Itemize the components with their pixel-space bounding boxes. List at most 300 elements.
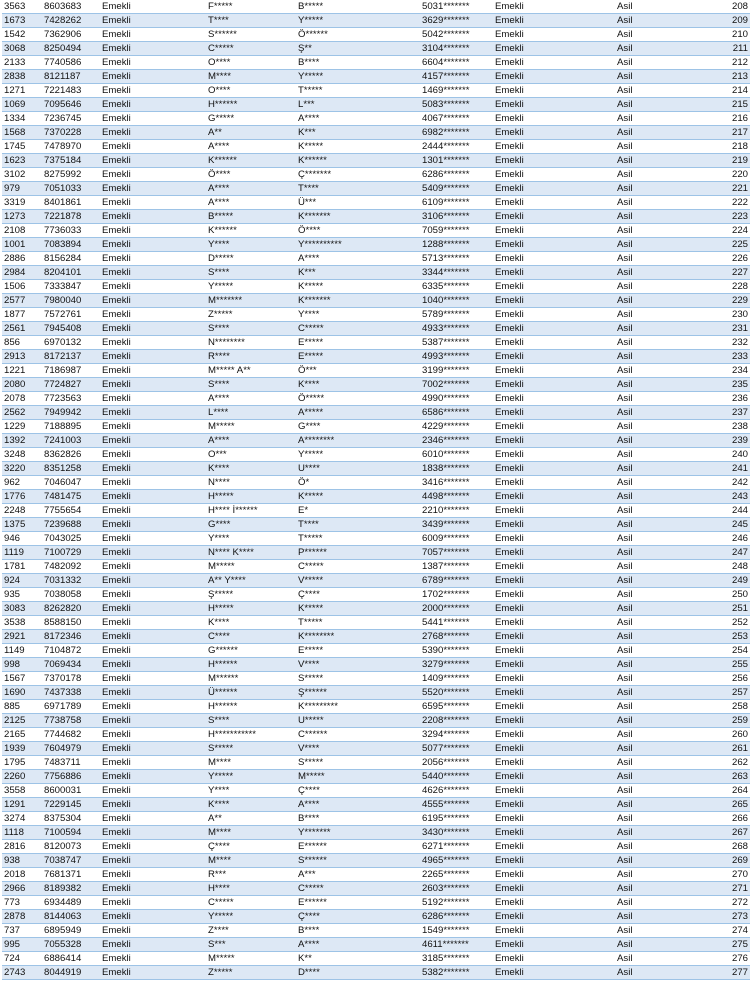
reference-number-cell: 8362826 xyxy=(42,448,100,462)
reference-number-cell: 8044919 xyxy=(42,966,100,980)
category-cell: Emekli xyxy=(493,294,615,308)
national-id-cell: 6586******* xyxy=(420,406,493,420)
national-id-cell: 7057******* xyxy=(420,546,493,560)
national-id-cell: 4933******* xyxy=(420,322,493,336)
first-name-cell: G***** xyxy=(206,112,296,126)
category-cell: Emekli xyxy=(493,574,615,588)
row-id-cell: 2984 xyxy=(2,266,42,280)
last-name-cell: Y********** xyxy=(296,238,420,252)
category-cell: Emekli xyxy=(493,434,615,448)
category-cell: Emekli xyxy=(493,728,615,742)
reference-number-cell: 7604979 xyxy=(42,742,100,756)
row-id-cell: 924 xyxy=(2,574,42,588)
status-cell: Emekli xyxy=(100,518,206,532)
last-name-cell: A**** xyxy=(296,112,420,126)
type-cell: Asil xyxy=(615,840,719,854)
rank-cell: 252 xyxy=(719,616,750,630)
national-id-cell: 1301******* xyxy=(420,154,493,168)
status-cell: Emekli xyxy=(100,840,206,854)
rank-cell: 261 xyxy=(719,742,750,756)
last-name-cell: C***** xyxy=(296,882,420,896)
last-name-cell: A*** xyxy=(296,868,420,882)
first-name-cell: M***** A** xyxy=(206,364,296,378)
row-id-cell: 1119 xyxy=(2,546,42,560)
first-name-cell: G**** xyxy=(206,518,296,532)
first-name-cell: A** xyxy=(206,812,296,826)
reference-number-cell: 7724827 xyxy=(42,378,100,392)
table-row xyxy=(2,56,750,70)
last-name-cell: M***** xyxy=(296,770,420,784)
reference-number-cell: 7038747 xyxy=(42,854,100,868)
reference-number-cell: 7572761 xyxy=(42,308,100,322)
row-id-cell: 3102 xyxy=(2,168,42,182)
last-name-cell: Ç**** xyxy=(296,588,420,602)
row-id-cell: 1506 xyxy=(2,280,42,294)
first-name-cell: M***** xyxy=(206,560,296,574)
reference-number-cell: 7437338 xyxy=(42,686,100,700)
category-cell: Emekli xyxy=(493,952,615,966)
table-row xyxy=(2,0,750,14)
national-id-cell: 4229******* xyxy=(420,420,493,434)
national-id-cell: 2768******* xyxy=(420,630,493,644)
last-name-cell: A**** xyxy=(296,798,420,812)
rank-cell: 264 xyxy=(719,784,750,798)
reference-number-cell: 8588150 xyxy=(42,616,100,630)
type-cell: Asil xyxy=(615,588,719,602)
status-cell: Emekli xyxy=(100,952,206,966)
national-id-cell: 2210******* xyxy=(420,504,493,518)
table-row xyxy=(2,196,750,210)
last-name-cell: K********* xyxy=(296,700,420,714)
rank-cell: 276 xyxy=(719,952,750,966)
last-name-cell: A**** xyxy=(296,938,420,952)
table-row xyxy=(2,504,750,518)
rank-cell: 233 xyxy=(719,350,750,364)
rank-cell: 224 xyxy=(719,224,750,238)
row-id-cell: 1392 xyxy=(2,434,42,448)
type-cell: Asil xyxy=(615,504,719,518)
table-row xyxy=(2,868,750,882)
last-name-cell: Ş** xyxy=(296,42,420,56)
first-name-cell: N**** xyxy=(206,476,296,490)
national-id-cell: 5789******* xyxy=(420,308,493,322)
table-row xyxy=(2,84,750,98)
status-cell: Emekli xyxy=(100,966,206,980)
type-cell: Asil xyxy=(615,546,719,560)
national-id-cell: 5042******* xyxy=(420,28,493,42)
status-cell: Emekli xyxy=(100,616,206,630)
first-name-cell: A** Y**** xyxy=(206,574,296,588)
reference-number-cell: 7755654 xyxy=(42,504,100,518)
category-cell: Emekli xyxy=(493,966,615,980)
row-id-cell: 1745 xyxy=(2,140,42,154)
table-row xyxy=(2,798,750,812)
first-name-cell: Y**** xyxy=(206,532,296,546)
status-cell: Emekli xyxy=(100,112,206,126)
national-id-cell: 6335******* xyxy=(420,280,493,294)
row-id-cell: 1568 xyxy=(2,126,42,140)
table-row xyxy=(2,840,750,854)
row-id-cell: 2816 xyxy=(2,840,42,854)
first-name-cell: K**** xyxy=(206,462,296,476)
national-id-cell: 4555******* xyxy=(420,798,493,812)
reference-number-cell: 7428262 xyxy=(42,14,100,28)
national-id-cell: 3279******* xyxy=(420,658,493,672)
table-row xyxy=(2,602,750,616)
status-cell: Emekli xyxy=(100,294,206,308)
national-id-cell: 1702******* xyxy=(420,588,493,602)
national-id-cell: 6604******* xyxy=(420,56,493,70)
category-cell: Emekli xyxy=(493,882,615,896)
category-cell: Emekli xyxy=(493,518,615,532)
rank-cell: 269 xyxy=(719,854,750,868)
category-cell: Emekli xyxy=(493,756,615,770)
reference-number-cell: 7241003 xyxy=(42,434,100,448)
status-cell: Emekli xyxy=(100,434,206,448)
category-cell: Emekli xyxy=(493,504,615,518)
type-cell: Asil xyxy=(615,532,719,546)
rank-cell: 247 xyxy=(719,546,750,560)
row-id-cell: 1690 xyxy=(2,686,42,700)
last-name-cell: K****** xyxy=(296,154,420,168)
type-cell: Asil xyxy=(615,196,719,210)
status-cell: Emekli xyxy=(100,574,206,588)
type-cell: Asil xyxy=(615,476,719,490)
first-name-cell: M******* xyxy=(206,294,296,308)
reference-number-cell: 7031332 xyxy=(42,574,100,588)
table-row xyxy=(2,154,750,168)
category-cell: Emekli xyxy=(493,532,615,546)
status-cell: Emekli xyxy=(100,252,206,266)
first-name-cell: C***** xyxy=(206,896,296,910)
category-cell: Emekli xyxy=(493,196,615,210)
type-cell: Asil xyxy=(615,98,719,112)
first-name-cell: M****** xyxy=(206,672,296,686)
type-cell: Asil xyxy=(615,252,719,266)
table-row xyxy=(2,896,750,910)
row-id-cell: 1877 xyxy=(2,308,42,322)
status-cell: Emekli xyxy=(100,784,206,798)
last-name-cell: G**** xyxy=(296,420,420,434)
rank-cell: 218 xyxy=(719,140,750,154)
rank-cell: 249 xyxy=(719,574,750,588)
rank-cell: 217 xyxy=(719,126,750,140)
status-cell: Emekli xyxy=(100,742,206,756)
rank-cell: 214 xyxy=(719,84,750,98)
status-cell: Emekli xyxy=(100,854,206,868)
category-cell: Emekli xyxy=(493,854,615,868)
reference-number-cell: 6970132 xyxy=(42,336,100,350)
type-cell: Asil xyxy=(615,84,719,98)
category-cell: Emekli xyxy=(493,364,615,378)
first-name-cell: H****** xyxy=(206,658,296,672)
first-name-cell: K****** xyxy=(206,154,296,168)
rank-cell: 234 xyxy=(719,364,750,378)
row-id-cell: 2913 xyxy=(2,350,42,364)
table-row xyxy=(2,168,750,182)
status-cell: Emekli xyxy=(100,532,206,546)
status-cell: Emekli xyxy=(100,476,206,490)
national-id-cell: 5390******* xyxy=(420,644,493,658)
last-name-cell: P****** xyxy=(296,546,420,560)
first-name-cell: A** xyxy=(206,126,296,140)
status-cell: Emekli xyxy=(100,266,206,280)
category-cell: Emekli xyxy=(493,308,615,322)
category-cell: Emekli xyxy=(493,812,615,826)
category-cell: Emekli xyxy=(493,560,615,574)
results-table xyxy=(2,0,750,980)
rank-cell: 272 xyxy=(719,896,750,910)
type-cell: Asil xyxy=(615,448,719,462)
row-id-cell: 773 xyxy=(2,896,42,910)
type-cell: Asil xyxy=(615,280,719,294)
last-name-cell: K***** xyxy=(296,140,420,154)
rank-cell: 268 xyxy=(719,840,750,854)
status-cell: Emekli xyxy=(100,0,206,14)
table-row xyxy=(2,882,750,896)
status-cell: Emekli xyxy=(100,896,206,910)
status-cell: Emekli xyxy=(100,798,206,812)
status-cell: Emekli xyxy=(100,938,206,952)
category-cell: Emekli xyxy=(493,280,615,294)
row-id-cell: 1149 xyxy=(2,644,42,658)
last-name-cell: T***** xyxy=(296,84,420,98)
last-name-cell: B**** xyxy=(296,812,420,826)
rank-cell: 257 xyxy=(719,686,750,700)
status-cell: Emekli xyxy=(100,672,206,686)
table-row xyxy=(2,672,750,686)
reference-number-cell: 7239688 xyxy=(42,518,100,532)
type-cell: Asil xyxy=(615,658,719,672)
table-row xyxy=(2,126,750,140)
first-name-cell: H***** xyxy=(206,602,296,616)
rank-cell: 251 xyxy=(719,602,750,616)
type-cell: Asil xyxy=(615,322,719,336)
rank-cell: 271 xyxy=(719,882,750,896)
row-id-cell: 3319 xyxy=(2,196,42,210)
rank-cell: 259 xyxy=(719,714,750,728)
row-id-cell: 2080 xyxy=(2,378,42,392)
row-id-cell: 2966 xyxy=(2,882,42,896)
rank-cell: 254 xyxy=(719,644,750,658)
table-row xyxy=(2,854,750,868)
reference-number-cell: 7478970 xyxy=(42,140,100,154)
rank-cell: 266 xyxy=(719,812,750,826)
type-cell: Asil xyxy=(615,630,719,644)
rank-cell: 222 xyxy=(719,196,750,210)
status-cell: Emekli xyxy=(100,686,206,700)
reference-number-cell: 7095646 xyxy=(42,98,100,112)
status-cell: Emekli xyxy=(100,364,206,378)
status-cell: Emekli xyxy=(100,182,206,196)
national-id-cell: 4626******* xyxy=(420,784,493,798)
first-name-cell: Y***** xyxy=(206,770,296,784)
rank-cell: 273 xyxy=(719,910,750,924)
table-row xyxy=(2,280,750,294)
row-id-cell: 1271 xyxy=(2,84,42,98)
status-cell: Emekli xyxy=(100,392,206,406)
table-row xyxy=(2,28,750,42)
status-cell: Emekli xyxy=(100,602,206,616)
category-cell: Emekli xyxy=(493,98,615,112)
category-cell: Emekli xyxy=(493,448,615,462)
rank-cell: 243 xyxy=(719,490,750,504)
table-row xyxy=(2,784,750,798)
rank-cell: 270 xyxy=(719,868,750,882)
table-row xyxy=(2,658,750,672)
last-name-cell: K***** xyxy=(296,490,420,504)
last-name-cell: E****** xyxy=(296,840,420,854)
last-name-cell: Ç**** xyxy=(296,784,420,798)
national-id-cell: 6010******* xyxy=(420,448,493,462)
type-cell: Asil xyxy=(615,714,719,728)
last-name-cell: Ç**** xyxy=(296,910,420,924)
reference-number-cell: 6895949 xyxy=(42,924,100,938)
rank-cell: 237 xyxy=(719,406,750,420)
rank-cell: 216 xyxy=(719,112,750,126)
reference-number-cell: 7038058 xyxy=(42,588,100,602)
national-id-cell: 5409******* xyxy=(420,182,493,196)
last-name-cell: Y******* xyxy=(296,826,420,840)
row-id-cell: 998 xyxy=(2,658,42,672)
national-id-cell: 1409******* xyxy=(420,672,493,686)
category-cell: Emekli xyxy=(493,924,615,938)
status-cell: Emekli xyxy=(100,490,206,504)
category-cell: Emekli xyxy=(493,420,615,434)
rank-cell: 277 xyxy=(719,966,750,980)
type-cell: Asil xyxy=(615,266,719,280)
table-row xyxy=(2,490,750,504)
rank-cell: 210 xyxy=(719,28,750,42)
type-cell: Asil xyxy=(615,378,719,392)
row-id-cell: 2018 xyxy=(2,868,42,882)
last-name-cell: Ö****** xyxy=(296,28,420,42)
status-cell: Emekli xyxy=(100,588,206,602)
status-cell: Emekli xyxy=(100,126,206,140)
first-name-cell: A**** xyxy=(206,392,296,406)
status-cell: Emekli xyxy=(100,868,206,882)
type-cell: Asil xyxy=(615,168,719,182)
national-id-cell: 7002******* xyxy=(420,378,493,392)
reference-number-cell: 7949942 xyxy=(42,406,100,420)
reference-number-cell: 7362906 xyxy=(42,28,100,42)
table-row xyxy=(2,812,750,826)
row-id-cell: 2125 xyxy=(2,714,42,728)
last-name-cell: K** xyxy=(296,952,420,966)
first-name-cell: Ç**** xyxy=(206,840,296,854)
last-name-cell: B**** xyxy=(296,924,420,938)
table-row xyxy=(2,728,750,742)
first-name-cell: D***** xyxy=(206,252,296,266)
national-id-cell: 3439******* xyxy=(420,518,493,532)
table-row xyxy=(2,938,750,952)
row-id-cell: 3558 xyxy=(2,784,42,798)
category-cell: Emekli xyxy=(493,154,615,168)
reference-number-cell: 7188895 xyxy=(42,420,100,434)
category-cell: Emekli xyxy=(493,616,615,630)
type-cell: Asil xyxy=(615,0,719,14)
category-cell: Emekli xyxy=(493,602,615,616)
category-cell: Emekli xyxy=(493,462,615,476)
last-name-cell: E***** xyxy=(296,350,420,364)
status-cell: Emekli xyxy=(100,42,206,56)
last-name-cell: S****** xyxy=(296,854,420,868)
row-id-cell: 2838 xyxy=(2,70,42,84)
last-name-cell: E****** xyxy=(296,896,420,910)
rank-cell: 245 xyxy=(719,518,750,532)
last-name-cell: A**** xyxy=(296,252,420,266)
national-id-cell: 3344******* xyxy=(420,266,493,280)
first-name-cell: O**** xyxy=(206,84,296,98)
row-id-cell: 1221 xyxy=(2,364,42,378)
first-name-cell: A**** xyxy=(206,434,296,448)
row-id-cell: 2133 xyxy=(2,56,42,70)
row-id-cell: 1542 xyxy=(2,28,42,42)
reference-number-cell: 7481475 xyxy=(42,490,100,504)
last-name-cell: C***** xyxy=(296,560,420,574)
table-row xyxy=(2,210,750,224)
row-id-cell: 3563 xyxy=(2,0,42,14)
table-row xyxy=(2,952,750,966)
first-name-cell: B***** xyxy=(206,210,296,224)
status-cell: Emekli xyxy=(100,910,206,924)
row-id-cell: 2743 xyxy=(2,966,42,980)
reference-number-cell: 7100729 xyxy=(42,546,100,560)
last-name-cell: V***** xyxy=(296,574,420,588)
first-name-cell: S*** xyxy=(206,938,296,952)
reference-number-cell: 7370178 xyxy=(42,672,100,686)
first-name-cell: Ö**** xyxy=(206,168,296,182)
rank-cell: 219 xyxy=(719,154,750,168)
last-name-cell: U***** xyxy=(296,714,420,728)
status-cell: Emekli xyxy=(100,546,206,560)
category-cell: Emekli xyxy=(493,672,615,686)
first-name-cell: M***** xyxy=(206,952,296,966)
category-cell: Emekli xyxy=(493,238,615,252)
type-cell: Asil xyxy=(615,854,719,868)
category-cell: Emekli xyxy=(493,406,615,420)
reference-number-cell: 8262820 xyxy=(42,602,100,616)
row-id-cell: 2878 xyxy=(2,910,42,924)
type-cell: Asil xyxy=(615,224,719,238)
first-name-cell: K****** xyxy=(206,224,296,238)
last-name-cell: K**** xyxy=(296,378,420,392)
table-row xyxy=(2,378,750,392)
table-row xyxy=(2,756,750,770)
reference-number-cell: 7104872 xyxy=(42,644,100,658)
first-name-cell: R*** xyxy=(206,868,296,882)
status-cell: Emekli xyxy=(100,322,206,336)
national-id-cell: 6271******* xyxy=(420,840,493,854)
rank-cell: 231 xyxy=(719,322,750,336)
last-name-cell: Ş****** xyxy=(296,686,420,700)
rank-cell: 256 xyxy=(719,672,750,686)
row-id-cell: 1673 xyxy=(2,14,42,28)
rank-cell: 262 xyxy=(719,756,750,770)
row-id-cell: 2248 xyxy=(2,504,42,518)
national-id-cell: 3185******* xyxy=(420,952,493,966)
category-cell: Emekli xyxy=(493,938,615,952)
reference-number-cell: 8603683 xyxy=(42,0,100,14)
type-cell: Asil xyxy=(615,574,719,588)
type-cell: Asil xyxy=(615,28,719,42)
type-cell: Asil xyxy=(615,644,719,658)
status-cell: Emekli xyxy=(100,224,206,238)
rank-cell: 255 xyxy=(719,658,750,672)
table-row xyxy=(2,224,750,238)
rank-cell: 226 xyxy=(719,252,750,266)
last-name-cell: Ç******* xyxy=(296,168,420,182)
